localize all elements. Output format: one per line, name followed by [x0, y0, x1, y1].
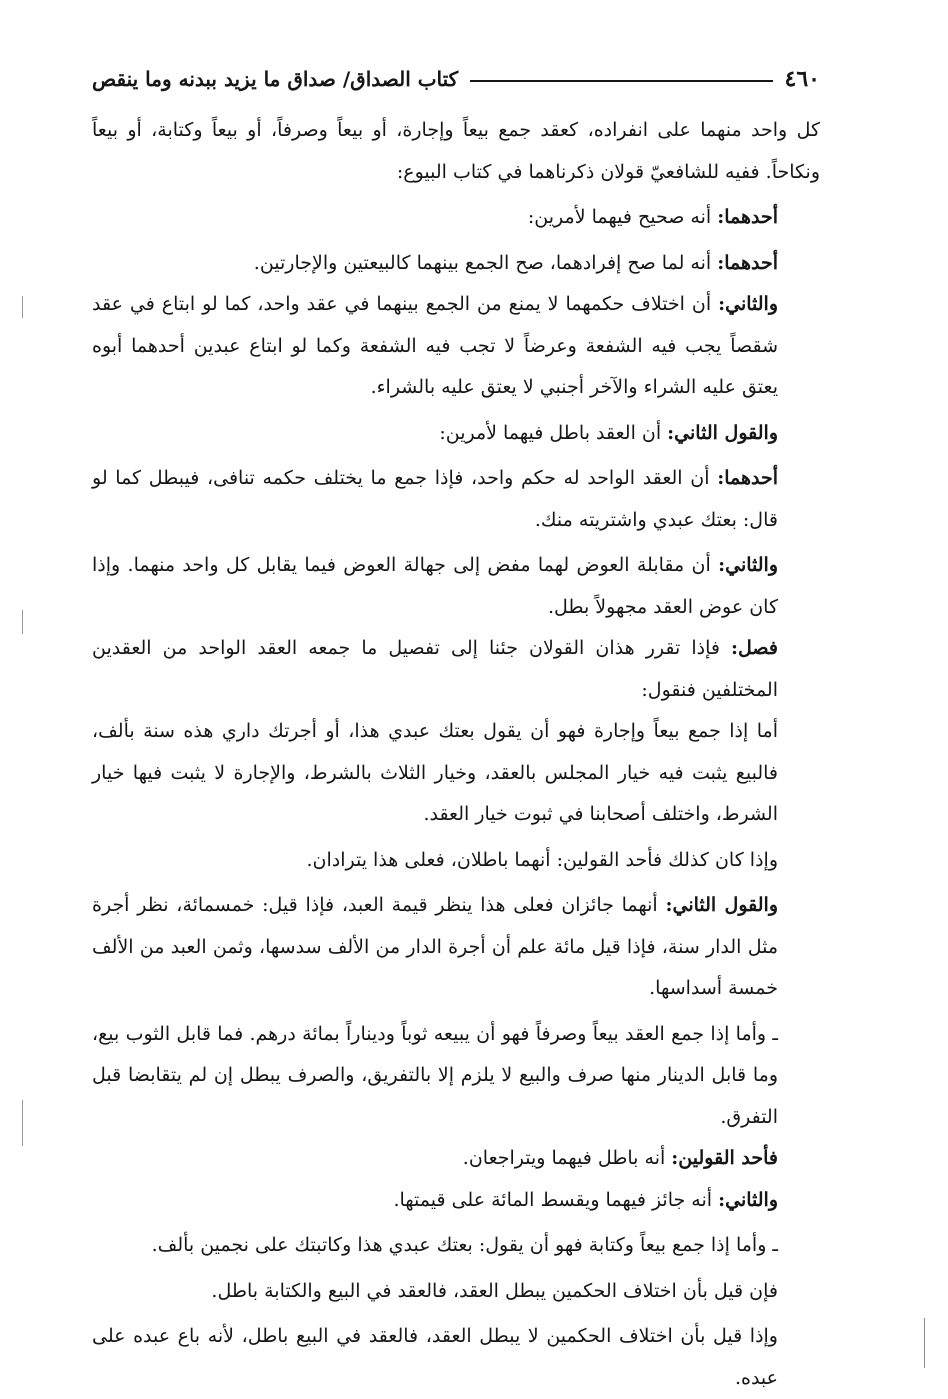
- page-number: ٤٦٠: [784, 66, 820, 92]
- paragraph-lead: والثاني:: [718, 1188, 778, 1211]
- paragraph-lead: فصل:: [731, 637, 778, 659]
- paragraph-6: أحدهما: أن العقد الواحد له حكم واحد، فإذا جمع ما يختلف حكمه تنافى، فيبطل كما لو قال: بعتك عبدي واشتريته منك.: [92, 467, 778, 531]
- paragraph-16: فإن قيل بأن اختلاف الحكمين يبطل العقد، فالعقد في البيع والكتابة باطل.: [211, 1279, 778, 1302]
- paragraph-1: كل واحد منهما على انفراده، كعقد جمع بيعاً وإجارة، أو بيعاً وصرفاً، أو بيعاً وكتابة، أو بيعاً ونكاحاً. ففيه للشافعيّ قولان ذكرناهما في كتاب البيوع:: [92, 119, 820, 183]
- paragraph-4: والثاني: أن اختلاف حكمهما لا يمنع من الجمع بينهما في عقد واحد، كما لو ابتاع في عقد شقصاً يجب فيه الشفعة وعرضاً لا تجب فيه الشفعة وكما لو ابتاع عبدين أحدهما أبوه يعتق عليه الشراء والآخر أجنبي لا يعتق عليه بالشراء.: [92, 293, 778, 398]
- page-body: [92, 110, 820, 1399]
- page-header: [92, 58, 820, 100]
- paragraph-5: والقول الثاني: أن العقد باطل فيهما لأمرين:: [439, 421, 778, 444]
- paragraph-lead: فأحد القولين:: [671, 1147, 778, 1169]
- book-page: [92, 58, 820, 1399]
- paragraph-7: والثاني: أن مقابلة العوض لهما مفض إلى جهالة العوض فيما يقابل كل واحد منهما. وإذا كان عوض العقد مجهولاً بطل.: [92, 554, 778, 618]
- paragraph-14: والثاني: أنه جائز فيهما ويقسط المائة على قيمتها.: [393, 1188, 778, 1211]
- paragraph-lead: والثاني:: [718, 293, 778, 315]
- paragraph-lead: أحدهما:: [717, 206, 778, 228]
- paragraph-9: أما إذا جمع بيعاً وإجارة فهو أن يقول بعتك عبدي هذا، أو أجرتك داري هذه سنة بألف، فالبيع يثبت فيه خيار المجلس بالعقد، وخيار الثلاث بالشرط، والإجارة لا يثبت فيها خيار الشرط، واختلف أصحابنا في ثبوت خيار العقد.: [92, 720, 778, 825]
- margin-mark: [22, 1100, 23, 1146]
- paragraph-12: ـ وأما إذا جمع العقد بيعاً وصرفاً فهو أن يبيعه ثوباً وديناراً بمائة درهم. فما قابل الثوب بيع، وما قابل الدينار منها صرف والبيع لا يلزم إلا بالتفريق، والصرف يبطل إن لم يتقابضا قبل التفرق.: [92, 1022, 778, 1128]
- margin-mark: [22, 610, 23, 634]
- paragraph-2: أحدهما: أنه صحيح فيهما لأمرين:: [527, 206, 778, 228]
- paragraph-15: ـ وأما إذا جمع بيعاً وكتابة فهو أن يقول: بعتك عبدي هذا وكاتبتك على نجمين بألف.: [151, 1234, 778, 1256]
- margin-mark: [22, 296, 23, 318]
- paragraph-lead: والثاني:: [718, 554, 778, 576]
- paragraph-11: والقول الثاني: أنهما جائزان فعلى هذا ينظر قيمة العبد، فإذا قيل: خمسمائة، نظر أجرة مثل الدار سنة، فإذا قيل مائة علم أن أجرة الدار من الألف سدسها، وثمن العبد من الألف خمسة أسداسها.: [92, 894, 778, 999]
- paragraph-lead: أحدهما:: [717, 467, 778, 489]
- paragraph-10: وإذا كان كذلك فأحد القولين: أنهما باطلان، فعلى هذا يترادان.: [306, 848, 778, 871]
- paragraph-13: فأحد القولين: أنه باطل فيهما ويتراجعان.: [462, 1147, 778, 1169]
- header-rule: [470, 80, 772, 82]
- paragraph-17: وإذا قيل بأن اختلاف الحكمين لا يبطل العقد، فالعقد في البيع باطل، لأنه باع عبده على عبده.: [92, 1325, 778, 1389]
- paragraph-lead: والقول الثاني:: [667, 421, 778, 444]
- paragraph-lead: أحدهما:: [717, 251, 778, 274]
- paragraph-3: أحدهما: أنه لما صح إفرادهما، صح الجمع بينهما كالبيعتين والإجارتين.: [253, 251, 778, 274]
- paragraph-8: فصل: فإذا تقرر هذان القولان جئنا إلى تفصيل ما جمعه العقد الواحد من العقدين المختلفين فنقول:: [92, 637, 778, 701]
- page-corner-mark: [906, 1318, 925, 1368]
- running-title: كتاب الصداق/ صداق ما يزيد ببدنه وما ينقص: [92, 67, 459, 91]
- paragraph-lead: والقول الثاني:: [665, 894, 778, 916]
